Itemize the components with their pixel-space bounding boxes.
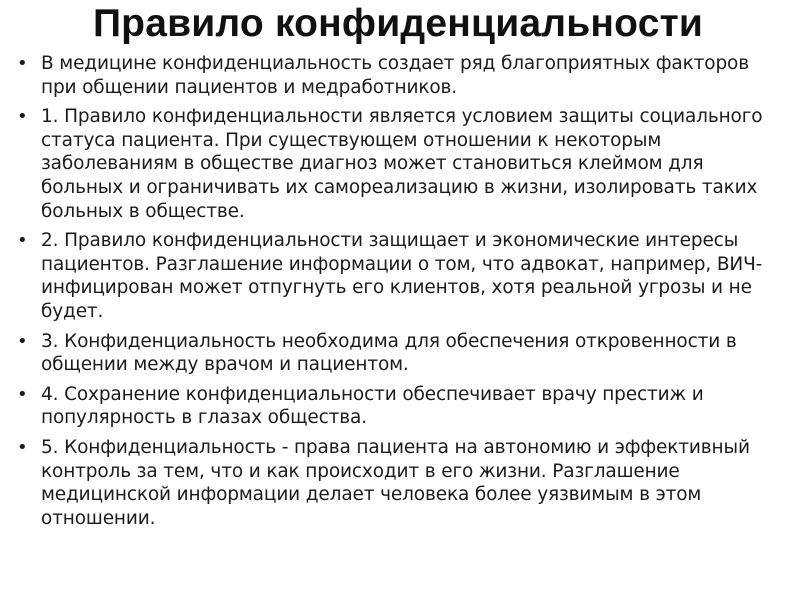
- bullet-text: Конфиденциальность необходима для обеспечения откровенности в общении между врачом и пациентом.: [41, 330, 737, 376]
- bullet-icon: •: [17, 383, 28, 405]
- bullet-icon: •: [17, 330, 28, 352]
- bullet-number: 3.: [41, 330, 59, 352]
- bullet-item-intro: [14, 52, 782, 99]
- bullet-item-5: [14, 436, 782, 530]
- bullet-text: Правило конфиденциальности является условием защиты социального статуса пациента. При существующем отношении к некоторым заболеваниям в обществе диагноз может становиться клеймом для больных и ограничивать их самореализацию в жизни, изолировать таких больных в обществе.: [41, 106, 763, 222]
- bullet-icon: •: [17, 436, 28, 458]
- bullet-item-1: [14, 105, 782, 223]
- bullet-icon: •: [17, 230, 28, 252]
- bullet-text: Правило конфиденциальности защищает и экономические интересы пациентов. Разглашение информации о том, что адвокат, например, ВИЧ-инфицирован может отпугнуть его клиентов, хотя реальной угрозы и не будет.: [41, 230, 763, 322]
- bullet-text: В медицине конфиденциальность создает ряд благоприятных факторов при общении пациентов и медработников.: [41, 53, 749, 98]
- bullet-text: Сохранение конфиденциальности обеспечивает врачу престиж и популярность в глазах общества.: [41, 383, 704, 429]
- bullet-number: 2.: [41, 230, 59, 252]
- bullet-list: [14, 52, 782, 530]
- bullet-item-2: [14, 229, 782, 323]
- bullet-icon: •: [17, 53, 28, 74]
- bullet-item-4: [14, 383, 782, 430]
- bullet-number: 4.: [41, 383, 59, 405]
- bullet-item-3: [14, 330, 782, 377]
- bullet-icon: •: [17, 106, 28, 128]
- bullet-text: Конфиденциальность - права пациента на автономию и эффективный контроль за тем, что и как происходит в его жизни. Разглашение медицинской информации делает человека более уязвимым в этом отношении.: [41, 436, 750, 529]
- bullet-number: 1.: [41, 106, 59, 128]
- bullet-number: 5.: [41, 436, 59, 458]
- slide-title: Правило конфиденциальности: [92, 2, 704, 45]
